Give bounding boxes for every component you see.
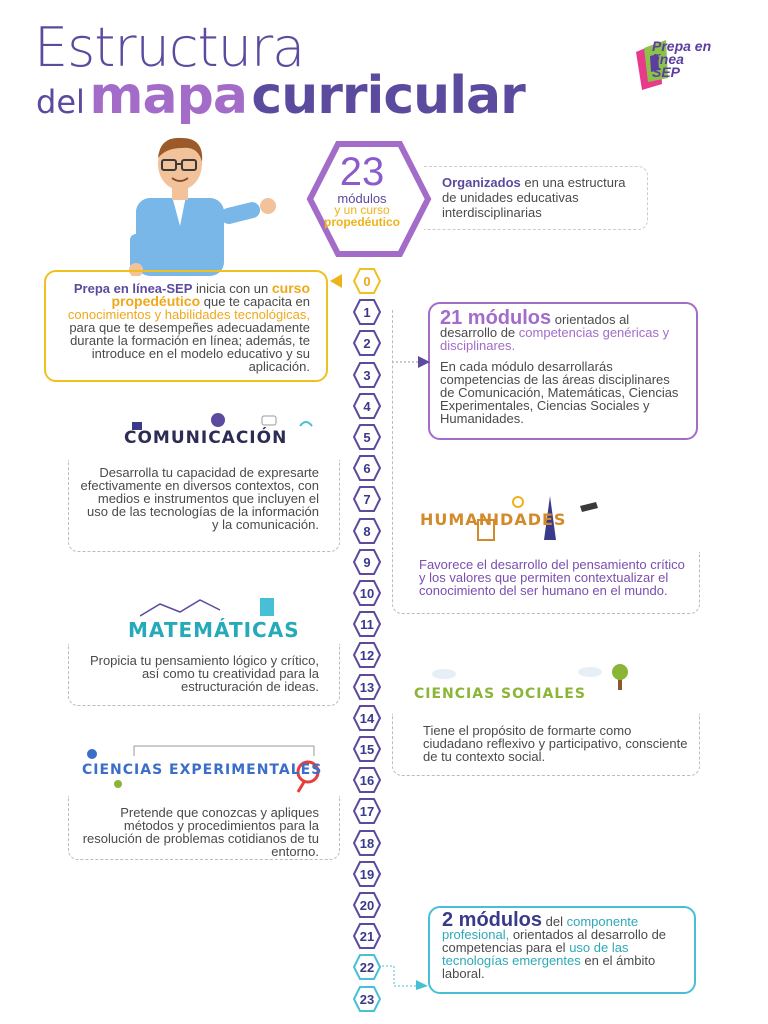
timeline-module-9 xyxy=(353,549,381,575)
prope-curso: curso propedéutico xyxy=(111,280,310,309)
summary-line2: y un curso xyxy=(334,203,390,217)
ciencias-sociales-title: CIENCIAS SOCIALES xyxy=(414,686,586,702)
timeline-label: 21 xyxy=(359,929,375,945)
mod21-t1: orientados al desarrollo de xyxy=(440,312,630,340)
title-mapa: mapa xyxy=(89,66,247,126)
timeline-module-1 xyxy=(353,299,381,325)
prope-t1: inicia con un xyxy=(192,281,272,296)
timeline-label: 13 xyxy=(359,679,375,695)
page-title-line2 xyxy=(36,66,525,126)
summary-number: 23 xyxy=(339,150,385,194)
timeline-label: 20 xyxy=(359,898,375,913)
timeline-label: 6 xyxy=(363,461,371,477)
timeline-module-2 xyxy=(353,330,381,356)
mod2-comp: componente profesional, xyxy=(442,914,639,942)
comunicacion-title: COMUNICACIÓN xyxy=(124,428,288,448)
summary-line1: módulos xyxy=(337,191,387,206)
timeline-module-8 xyxy=(353,518,381,544)
timeline-label: 0 xyxy=(363,274,371,289)
timeline-module-11 xyxy=(353,611,381,637)
timeline-module-14 xyxy=(353,705,381,731)
comunicacion-box: Desarrolla tu capacidad de expresarte efectivamente en diversos contextos, con medios e instrumentos que incluyen el uso de las tecnologías de la información y la comunicación. xyxy=(68,460,340,552)
arrow-left-icon xyxy=(328,274,342,288)
mod2-t1: del xyxy=(542,914,567,929)
timeline-module-19 xyxy=(353,861,381,887)
mod21-big: 21 módulos xyxy=(440,307,552,329)
timeline-module-21 xyxy=(353,923,381,949)
mod2-uso: uso de las tecnologías emergentes xyxy=(442,940,629,968)
timeline-label: 16 xyxy=(359,773,375,789)
arrow-profesional-icon xyxy=(382,960,430,990)
timeline-label: 14 xyxy=(359,710,375,726)
modulos-2-box xyxy=(428,906,696,994)
timeline-module-20 xyxy=(353,892,381,918)
timeline-module-0 xyxy=(353,268,381,294)
timeline-module-12 xyxy=(353,642,381,668)
timeline-label: 7 xyxy=(363,492,371,508)
timeline-module-16 xyxy=(353,767,381,793)
prope-t2: que te capacita en xyxy=(200,294,310,309)
timeline-label: 4 xyxy=(363,398,371,414)
modulos-21-box xyxy=(428,302,698,440)
mod2-big: 2 módulos xyxy=(442,909,543,931)
ciencias-experimentales-title: CIENCIAS EXPERIMENTALES xyxy=(82,762,323,778)
org-bold: Organizados xyxy=(442,175,521,190)
timeline-module-22 xyxy=(353,954,381,980)
organizados-box xyxy=(424,166,648,230)
timeline-label: 8 xyxy=(363,523,371,539)
timeline-module-3 xyxy=(353,362,381,388)
title-curricular: curricular xyxy=(251,66,525,126)
summary-line3: propedéutico xyxy=(323,215,400,229)
mod21-comp: competencias genéricas y disciplinares. xyxy=(440,325,670,353)
mod2-t2: orientados al desarrollo de competencias para el xyxy=(442,927,667,955)
arrow-right-icon xyxy=(392,356,432,368)
ciencias-sociales-box: Tiene el propósito de formarte como ciudadano reflexivo y participativo, consciente de tu contexto social. xyxy=(392,714,700,776)
timeline-module-17 xyxy=(353,798,381,824)
page-title-line1: Estructura xyxy=(34,16,305,79)
timeline-module-13 xyxy=(353,674,381,700)
connector-line xyxy=(392,310,393,550)
timeline-label: 10 xyxy=(359,586,375,601)
timeline-label: 18 xyxy=(359,835,375,851)
timeline-module-6 xyxy=(353,455,381,481)
timeline-label: 9 xyxy=(363,554,371,570)
timeline-module-4 xyxy=(353,393,381,419)
timeline-module-7 xyxy=(353,486,381,512)
timeline-module-15 xyxy=(353,736,381,762)
timeline-label: 1 xyxy=(363,305,371,321)
prope-t3: para que te desempeñes adecuadamente durante la formación en línea; además, te introduce en el modelo educativo y su aplicación. xyxy=(69,320,310,374)
timeline-label: 3 xyxy=(363,367,371,383)
prope-bold: Prepa en línea-SEP xyxy=(73,281,193,296)
humanidades-title: HUMANIDADES xyxy=(420,510,567,529)
timeline-module-18 xyxy=(353,830,381,856)
timeline-label: 2 xyxy=(363,336,371,352)
ciencias-experimentales-box: Pretende que conozcas y apliques métodos y procedimientos para la resolución de problemas cotidianos de tu entorno. xyxy=(68,796,340,860)
org-text: en una estructura de unidades educativas interdisciplinarias xyxy=(442,175,626,220)
logo-text: Prepa en línea SEP xyxy=(652,38,712,80)
timeline-label: 5 xyxy=(363,430,371,445)
timeline-module-10 xyxy=(353,580,381,606)
timeline-label: 15 xyxy=(359,742,375,757)
timeline-module-23 xyxy=(353,986,381,1012)
timeline-label: 23 xyxy=(359,991,375,1007)
timeline-label: 17 xyxy=(359,804,375,820)
timeline-label: 11 xyxy=(360,617,374,633)
prope-conoc: conocimientos y habilidades tecnológicas, xyxy=(67,307,310,322)
title-del: del xyxy=(36,83,85,121)
timeline-label: 19 xyxy=(359,866,375,882)
humanidades-box: Favorece el desarrollo del pensamiento crítico y los valores que permiten contextualizar el conocimiento del ser humano en el mundo. xyxy=(392,552,700,614)
mod21-p2: En cada módulo desarrollarás competencias de las áreas disciplinares de Comunicación, Matemáticas, Ciencias Experimentales, Ciencias Sociales y Humanidades. xyxy=(440,359,679,426)
timeline-label: 12 xyxy=(359,648,375,664)
propedeutico-box xyxy=(44,270,328,382)
matematicas-box: Propicia tu pensamiento lógico y crítico, así como tu creatividad para la estructuración de ideas. xyxy=(68,644,340,706)
teacher-illustration-icon xyxy=(124,134,284,276)
mod2-t3: en el ámbito laboral. xyxy=(442,953,656,981)
timeline-module-5 xyxy=(353,424,381,450)
matematicas-title: MATEMÁTICAS xyxy=(128,618,300,642)
matematicas-icons xyxy=(140,596,320,620)
timeline-label: 22 xyxy=(359,960,375,976)
